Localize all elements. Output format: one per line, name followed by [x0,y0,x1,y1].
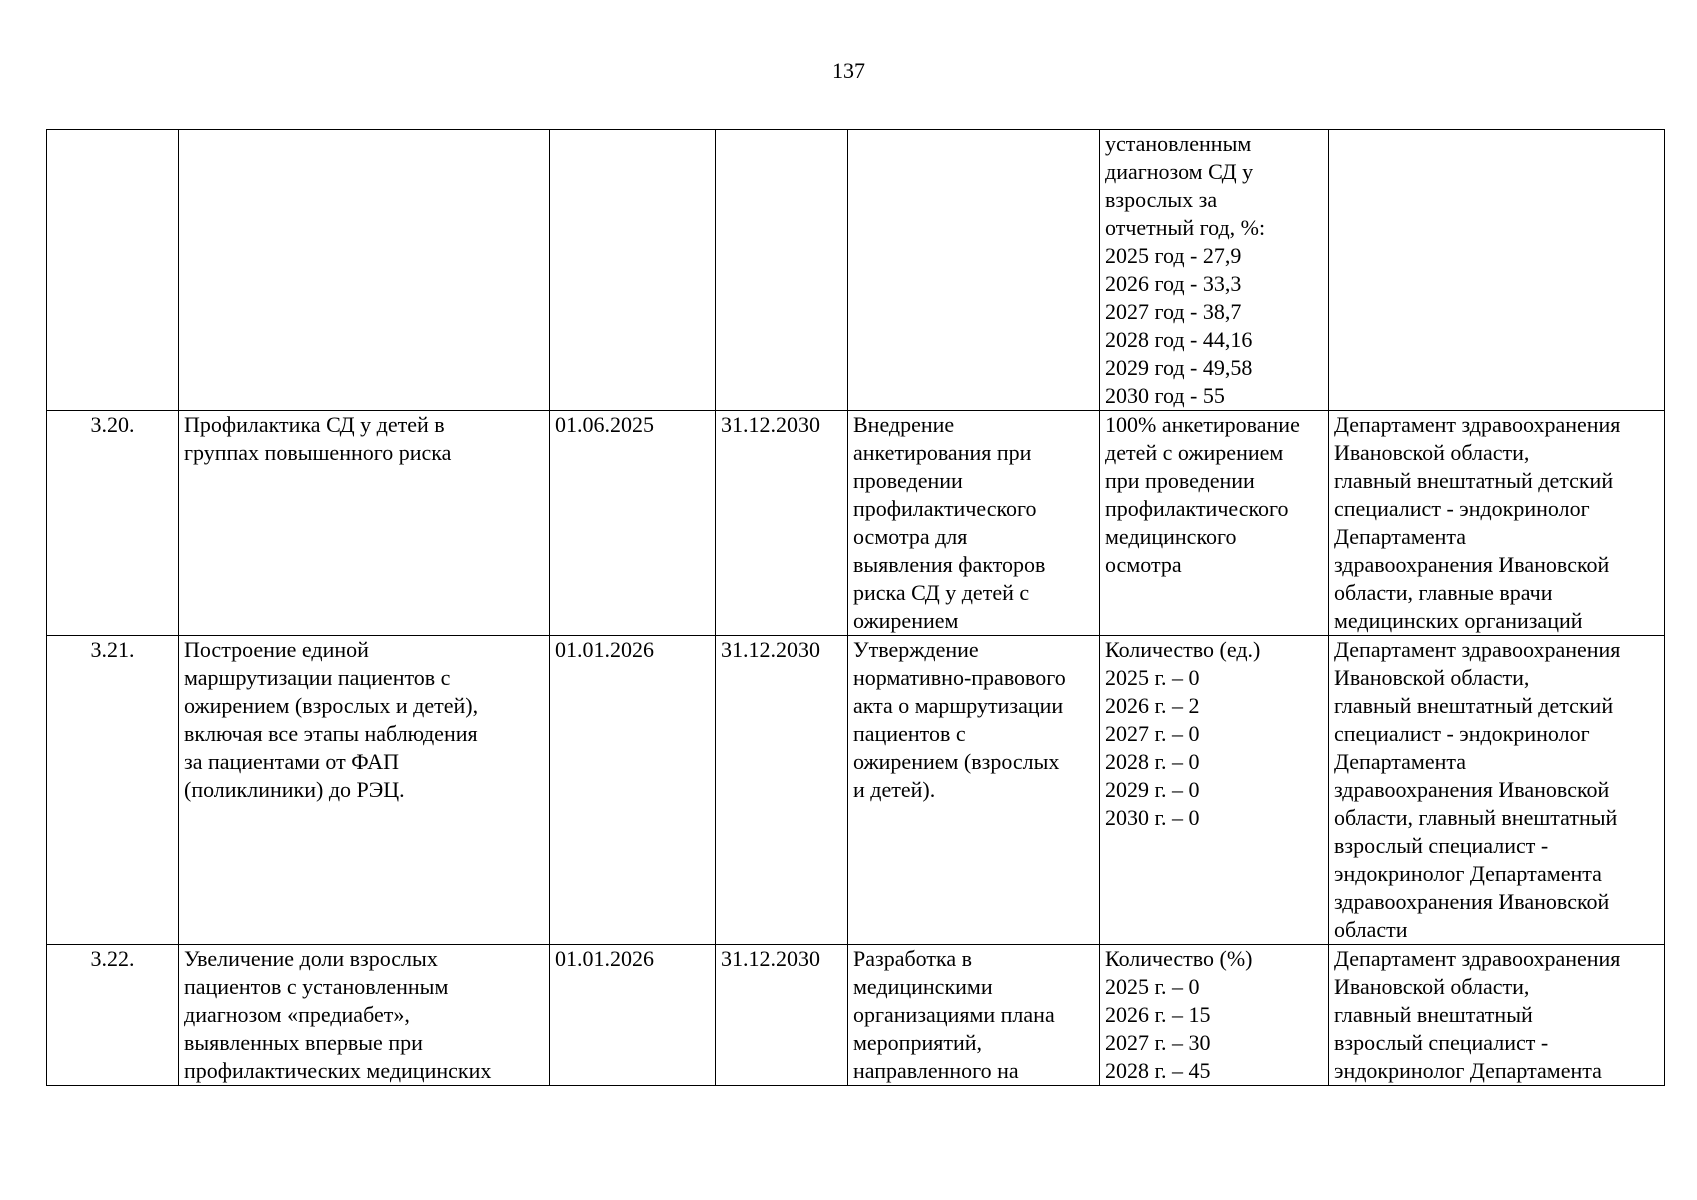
indicator-cell: Количество (%) 2025 г. – 0 2026 г. – 15 2027 г. – 30 2028 г. – 45 [1100,945,1329,1086]
activity-cell [179,130,550,411]
row-number: 3.22. [47,945,179,1086]
responsible-cell: Департамент здравоохранения Ивановской области, главный внештатный детский специалист - эндокринолог Департамента здравоохранения Ивановской области, главные врачи медицинских организаций [1329,411,1665,636]
end-date-cell [716,130,848,411]
start-date-cell [550,130,716,411]
page-number: 137 [832,58,865,83]
table-row [47,636,1665,945]
row-number: 3.20. [47,411,179,636]
responsible-cell: Департамент здравоохранения Ивановской области, главный внештатный детский специалист - эндокринолог Департамента здравоохранения Ивановской области, главный внештатный взрослый специалист - эндокринолог Департамента здравоохранения Ивановской области [1329,636,1665,945]
result-cell: Утверждение нормативно-правового акта о маршрутизации пациентов с ожирением (взрослых и детей). [848,636,1100,945]
indicator-cell: 100% анкетирование детей с ожирением при проведении профилактического медицинского осмотра [1100,411,1329,636]
indicator-cell: установленным диагнозом СД у взрослых за отчетный год, %: 2025 год - 27,9 2026 год - 33,3 2027 год - 38,7 2028 год - 44,16 2029 год - 49,58 2030 год - 55 [1100,130,1329,411]
row-number [47,130,179,411]
table-row [47,411,1665,636]
result-cell: Внедрение анкетирования при проведении профилактического осмотра для выявления факторов риска СД у детей с ожирением [848,411,1100,636]
table-row [47,130,1665,411]
result-cell [848,130,1100,411]
responsible-cell [1329,130,1665,411]
start-date-cell: 01.01.2026 [550,945,716,1086]
activity-cell: Увеличение доли взрослых пациентов с установленным диагнозом «предиабет», выявленных впервые при профилактических медицинских [179,945,550,1086]
result-cell: Разработка в медицинскими организациями плана мероприятий, направленного на [848,945,1100,1086]
end-date-cell: 31.12.2030 [716,636,848,945]
end-date-cell: 31.12.2030 [716,945,848,1086]
indicator-cell: Количество (ед.) 2025 г. – 0 2026 г. – 2 2027 г. – 0 2028 г. – 0 2029 г. – 0 2030 г. – 0 [1100,636,1329,945]
activity-cell: Профилактика СД у детей в группах повышенного риска [179,411,550,636]
end-date-cell: 31.12.2030 [716,411,848,636]
start-date-cell: 01.06.2025 [550,411,716,636]
start-date-cell: 01.01.2026 [550,636,716,945]
table-row [47,945,1665,1086]
measures-table [46,129,1665,1086]
responsible-cell: Департамент здравоохранения Ивановской области, главный внештатный взрослый специалист - эндокринолог Департамента [1329,945,1665,1086]
row-number: 3.21. [47,636,179,945]
activity-cell: Построение единой маршрутизации пациентов с ожирением (взрослых и детей), включая все этапы наблюдения за пациентами от ФАП (поликлиники) до РЭЦ. [179,636,550,945]
